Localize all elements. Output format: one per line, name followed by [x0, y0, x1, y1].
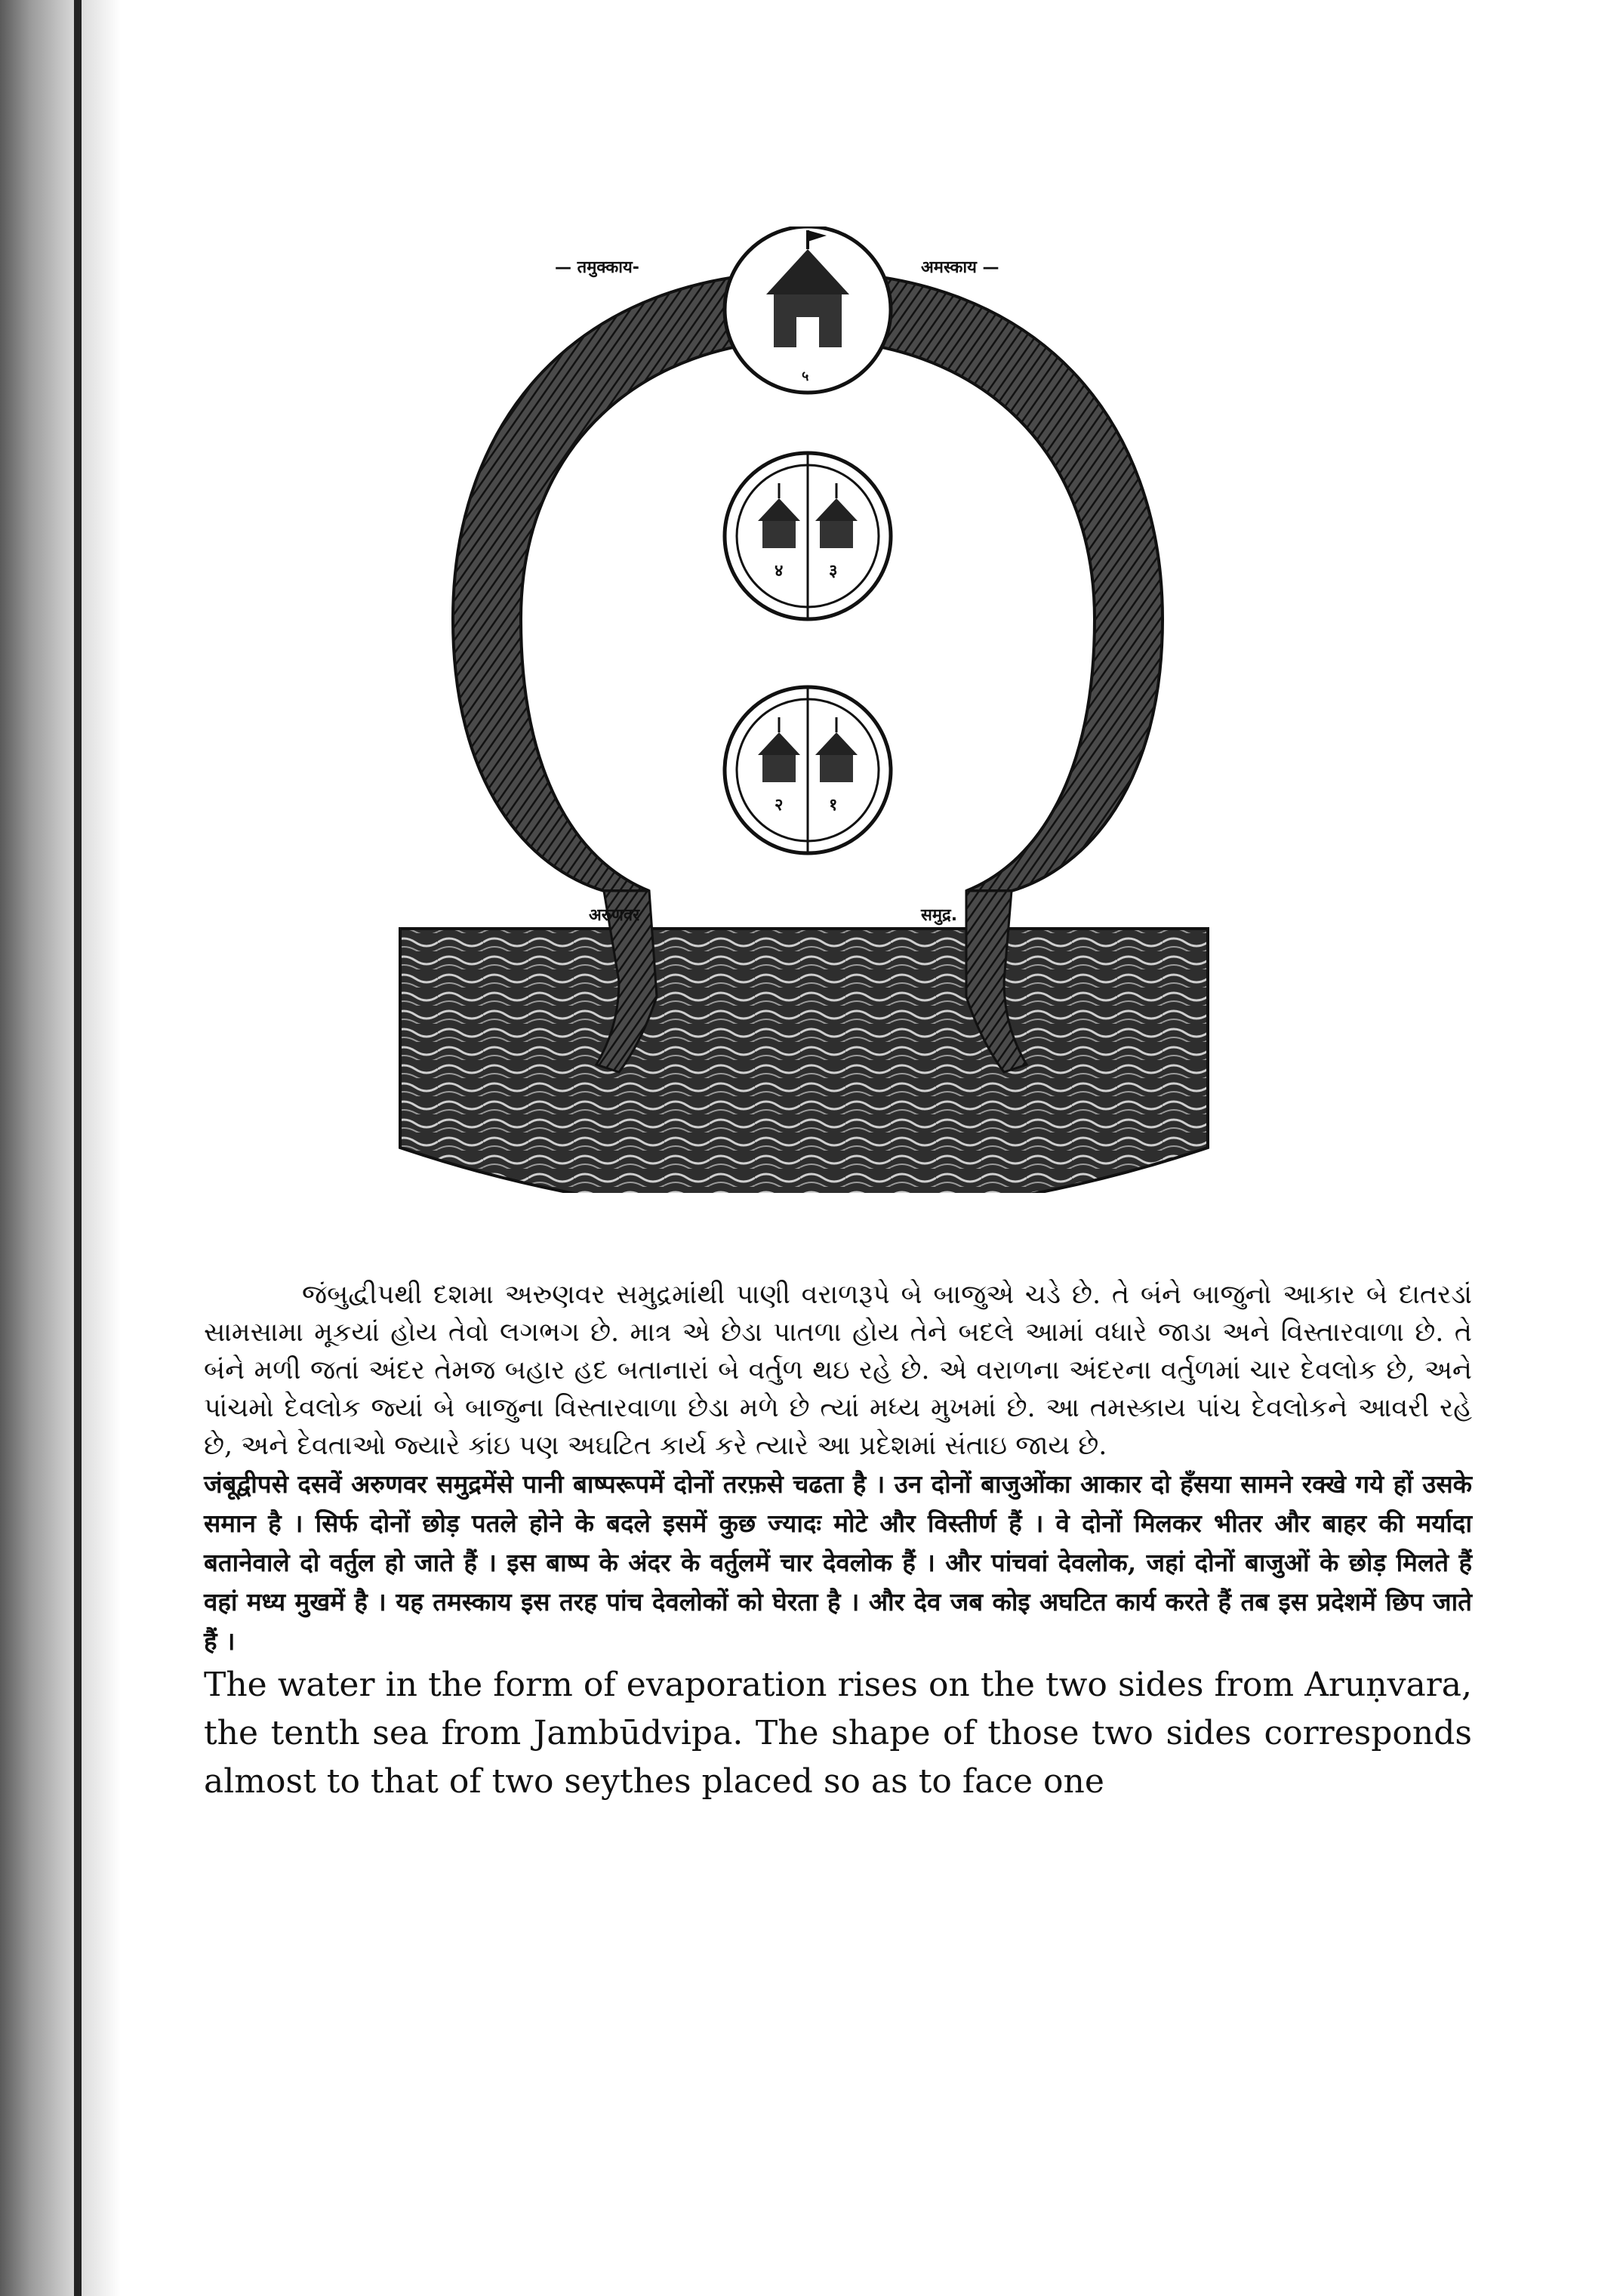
body-text — [204, 1276, 1472, 1806]
illustration-drawing — [393, 227, 1238, 1193]
gujarati-line: બંને બાજુનો આકાર બે દાતરડાં સામસામા મૂકયાં હોય તેવો લગભગ છે. માત્ર એ છેડા — [204, 1280, 1472, 1348]
label-circle-4: ४ — [775, 562, 784, 581]
gujarati-line: અંદર તેમજ બહાર હદ બતાનારાં બે વર્તુળ થઇ રહે છે. એ વરાળના અંદરના વર્તુળમાં — [368, 1355, 1241, 1385]
hindi-paragraph: जंबूद्वीपसे दसवें अरुणवर समुद्रमेंसे पानी बाष्परूपमें दोनों तरफ़से चढता है । उन दोनों बाजुओंका आकार दो हँसया सामने रक्खे गये हों उसके समान है । सिर्फ दोनों छोड़ पतले होने के बदले इसमें कुछ ज्यादः मोटे और विस्तीर्ण हैं । वे दोनों मिलकर भीतर और बाहर की मर्यादा बतानेवाले दो वर्तुल हो जाते हैं । इस बाष्प के अंदर के वर्तुलमें चार देवलोक हैं । और पांचवां देवलोक, जहां दोनों बाजुओं के छोड़ मिलते हैं वहां मध्य मुखमें है । यह तमस्काय इस तरह पांच देवलोकों को घेरता है । और देव जब कोइ अघटित कार्य करते हैं तब इस प्रदेशमें छिप जाते हैं । — [204, 1469, 1472, 1656]
label-circle-2: २ — [775, 796, 784, 815]
sea-waves — [400, 929, 1208, 1193]
gujarati-paragraph — [204, 1276, 1472, 1465]
label-circle-3: ३ — [829, 562, 838, 581]
devaloka-circle-1-2 — [725, 687, 891, 853]
gujarati-line: પાતળા હોય તેને બદલે આમાં વધારે જાડા અને વિસ્તારવાળા છે. તે બંને મળી જતાં — [204, 1318, 1472, 1385]
gujarati-line: કાંઇ પણ અઘટિત કાર્ય કરે ત્યારે આ પ્રદેશમાં સંતાઇ જાય છે. — [468, 1431, 1107, 1461]
label-circle-5: ५ — [802, 368, 809, 384]
english-paragraph: The water in the form of evaporation rises on the two sides from Aruṇvara, the tenth sea from Jambūdvipa. The shape of those two sides corresponds almost to that of two seythes placed so as to face one — [204, 1666, 1472, 1801]
gujarati-line: જંબુદ્વીપથી દશમા અરુણવર સમુદ્રમાંથી પાણી વરાળરૂપે બે બાજુએ ચડે છે. તે — [302, 1280, 1130, 1310]
devaloka-circle-3-4 — [725, 453, 891, 619]
label-circle-1: १ — [829, 796, 838, 815]
gujarati-line: ચાર દેવલોક છે, અને પાંચમો દેવલોક જ્યાં બે બાજુના વિસ્તારવાળા છેડા મળે છે ત્યાં — [204, 1355, 1472, 1423]
label-sea-right: समुद्र. — [921, 906, 958, 925]
label-top-left: — तमुक्काय- — [555, 258, 639, 277]
tamaskaya-illustration — [393, 227, 1238, 1193]
page-gutter-line — [74, 0, 82, 2296]
label-sea-left: अरुणवर — [589, 906, 640, 925]
gujarati-line: મધ્ય મુખમાં છે. આ તમસ્કાય પાંચ દેવલોકને આવરી રહે છે, અને દેવતાઓ જ્યારે — [204, 1393, 1472, 1461]
page-gutter-shadow — [0, 0, 121, 2296]
label-top-right: अमस्काय — — [921, 258, 999, 277]
